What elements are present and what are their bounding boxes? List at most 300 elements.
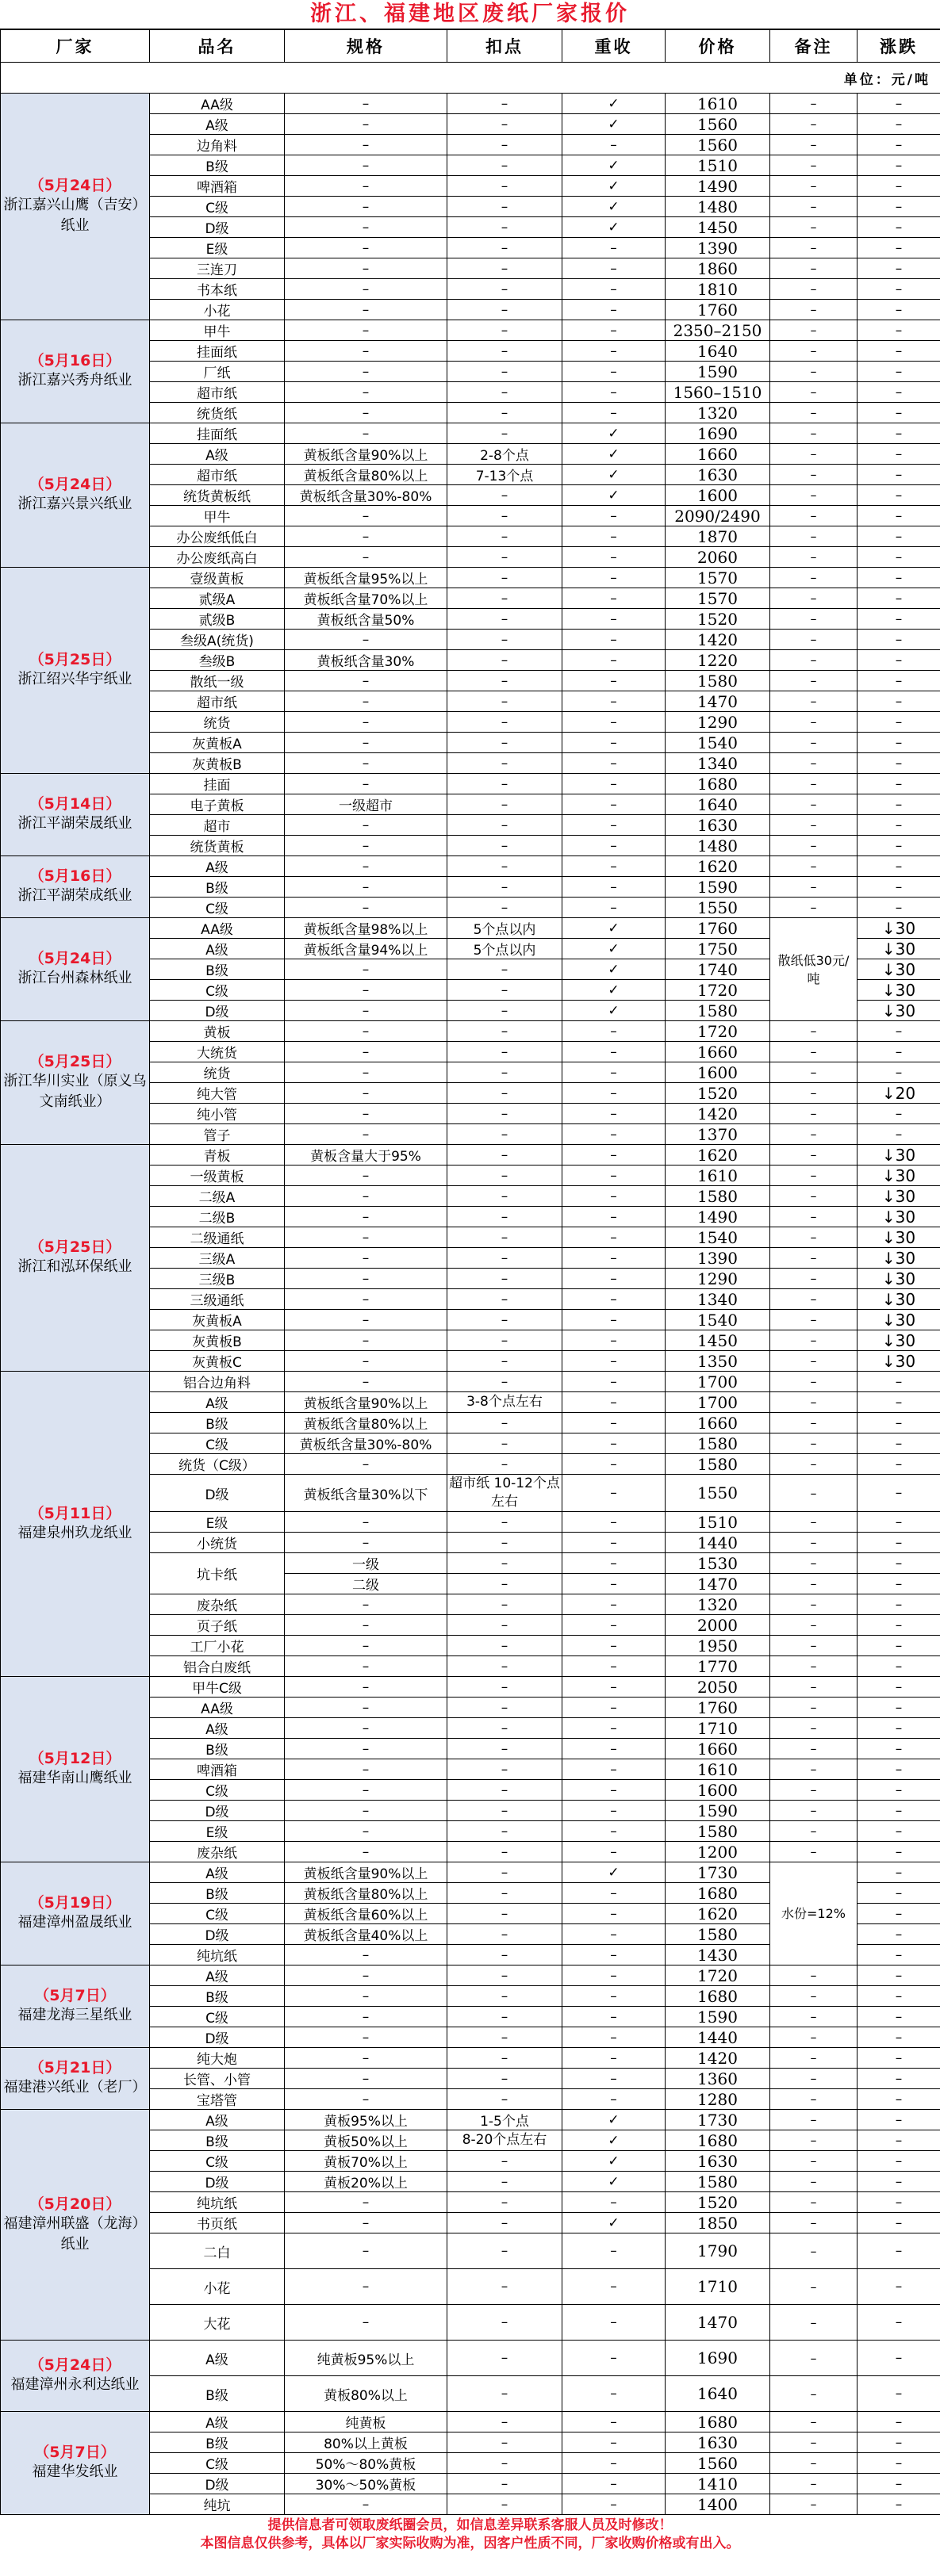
price-cell: 1510 <box>666 155 770 176</box>
note-cell: – <box>770 1780 858 1801</box>
price-cell: 1630 <box>666 2432 770 2453</box>
product-cell: C级 <box>150 1780 285 1801</box>
product-cell: 贰级B <box>150 609 285 630</box>
product-cell: 散纸一级 <box>150 671 285 691</box>
change-cell: – <box>858 671 940 691</box>
change-cell: – <box>858 197 940 217</box>
note-cell: – <box>770 1413 858 1433</box>
spec-cell: – <box>285 2494 447 2515</box>
price-cell: 1660 <box>666 1413 770 1433</box>
table-row <box>1 568 940 588</box>
deduction-cell: – <box>447 1512 562 1533</box>
spec-cell: – <box>285 258 447 279</box>
change-cell: – <box>858 1433 940 1454</box>
product-cell: A级 <box>150 444 285 465</box>
deduction-cell: – <box>447 1433 562 1454</box>
factory-cell <box>1 1145 150 1372</box>
note-cell: – <box>770 1718 858 1739</box>
price-cell: 1560 <box>666 135 770 155</box>
heavy-cell: – <box>562 630 666 650</box>
product-cell: 三级A <box>150 1248 285 1269</box>
table-row <box>1 94 940 114</box>
deduction-cell: – <box>447 1269 562 1289</box>
heavy-cell: – <box>562 320 666 341</box>
spec-cell: – <box>285 1166 447 1186</box>
note-cell: – <box>770 1289 858 1310</box>
product-cell: 统货黄板 <box>150 836 285 856</box>
change-cell: – <box>858 2213 940 2233</box>
heavy-cell: ✓ <box>562 197 666 217</box>
note-cell: – <box>770 1594 858 1615</box>
change-cell: – <box>858 1780 940 1801</box>
spec-cell: – <box>285 691 447 712</box>
factory-date: （5月25日） <box>29 1053 121 1070</box>
heavy-cell: – <box>562 1372 666 1392</box>
note-cell: – <box>770 1310 858 1330</box>
change-cell: – <box>858 898 940 918</box>
price-cell: 1710 <box>666 2269 770 2305</box>
heavy-cell: – <box>562 1145 666 1166</box>
spec-cell: – <box>285 1533 447 1553</box>
price-cell: 1320 <box>666 403 770 423</box>
note-cell: – <box>770 2341 858 2376</box>
change-cell: ↓30 <box>858 980 940 1001</box>
change-cell: ↓30 <box>858 1227 940 1248</box>
price-cell: 1570 <box>666 588 770 609</box>
note-cell: – <box>770 836 858 856</box>
price-cell: 1340 <box>666 753 770 774</box>
product-cell: A级 <box>150 2341 285 2376</box>
price-cell: 1690 <box>666 423 770 444</box>
spec-cell: 黄板纸含量70%以上 <box>285 588 447 609</box>
heavy-cell: – <box>562 1636 666 1656</box>
change-cell: ↓30 <box>858 1207 940 1227</box>
change-cell: – <box>858 2376 940 2412</box>
deduction-cell: – <box>447 1310 562 1330</box>
heavy-cell: ✓ <box>562 2213 666 2233</box>
spec-cell: – <box>285 856 447 877</box>
change-cell: – <box>858 1698 940 1718</box>
change-cell: – <box>858 1945 940 1965</box>
deduction-cell: – <box>447 1001 562 1021</box>
footer-notice <box>0 2517 940 2553</box>
deduction-cell: – <box>447 114 562 135</box>
price-cell: 1690 <box>666 2341 770 2376</box>
price-cell: 1950 <box>666 1636 770 1656</box>
heavy-cell: – <box>562 2192 666 2213</box>
price-cell: 1590 <box>666 2007 770 2027</box>
heavy-cell: – <box>562 1104 666 1124</box>
deduction-cell: – <box>447 1248 562 1269</box>
product-cell: B级 <box>150 2376 285 2412</box>
change-cell: – <box>858 1904 940 1924</box>
spec-cell: 一级超市 <box>285 794 447 815</box>
price-cell: 1810 <box>666 279 770 300</box>
col-product: 品名 <box>150 30 285 63</box>
price-cell: 1320 <box>666 1594 770 1615</box>
note-cell: – <box>770 2233 858 2269</box>
deduction-cell: – <box>447 300 562 320</box>
price-cell: 1610 <box>666 1166 770 1186</box>
note-cell: – <box>770 1372 858 1392</box>
spec-cell: – <box>285 300 447 320</box>
deduction-cell: – <box>447 2305 562 2341</box>
product-cell: B级 <box>150 1883 285 1904</box>
deduction-cell: – <box>447 320 562 341</box>
note-cell: – <box>770 465 858 485</box>
change-cell: – <box>858 2172 940 2192</box>
unit-row <box>1 63 940 94</box>
deduction-cell: – <box>447 1636 562 1656</box>
price-cell: 1220 <box>666 650 770 671</box>
price-cell: 1470 <box>666 691 770 712</box>
product-cell: 铝合边角料 <box>150 1372 285 1392</box>
product-cell: 大统货 <box>150 1042 285 1062</box>
factory-name: 浙江和泓环保纸业 <box>17 1258 132 1275</box>
change-cell: – <box>858 1553 940 1574</box>
spec-cell: – <box>285 815 447 836</box>
price-cell: 1370 <box>666 1124 770 1145</box>
price-cell: 1400 <box>666 2494 770 2515</box>
factory-name: 浙江嘉兴秀舟纸业 <box>17 372 132 389</box>
deduction-cell: – <box>447 258 562 279</box>
spec-cell: – <box>285 1062 447 1083</box>
product-cell: 二级通纸 <box>150 1227 285 1248</box>
change-cell: – <box>858 320 940 341</box>
note-cell: – <box>770 2110 858 2130</box>
factory-name: 福建漳州永利达纸业 <box>10 2376 140 2393</box>
spec-cell: 黄板纸含量90%以上 <box>285 1392 447 1413</box>
price-cell: 1200 <box>666 1842 770 1862</box>
spec-cell: – <box>285 1042 447 1062</box>
change-cell: – <box>858 1533 940 1553</box>
product-cell: 统货纸 <box>150 403 285 423</box>
heavy-cell: – <box>562 2341 666 2376</box>
note-cell: – <box>770 671 858 691</box>
change-cell: – <box>858 1512 940 1533</box>
deduction-cell: – <box>447 1842 562 1862</box>
spec-cell: – <box>285 1780 447 1801</box>
product-cell: 挂面纸 <box>150 341 285 362</box>
heavy-cell: – <box>562 1821 666 1842</box>
change-cell: ↓30 <box>858 1145 940 1166</box>
price-cell: 1700 <box>666 1392 770 1413</box>
product-cell: 挂面 <box>150 774 285 794</box>
note-cell: – <box>770 1248 858 1269</box>
note-cell: – <box>770 1759 858 1780</box>
factory-date: （5月11日） <box>29 1504 121 1522</box>
heavy-cell: ✓ <box>562 94 666 114</box>
heavy-cell: – <box>562 753 666 774</box>
price-cell: 1640 <box>666 2376 770 2412</box>
product-cell: D级 <box>150 217 285 238</box>
change-cell: – <box>858 1594 940 1615</box>
change-cell: – <box>858 2069 940 2089</box>
note-cell: – <box>770 691 858 712</box>
product-cell: 办公废纸高白 <box>150 547 285 568</box>
note-cell: – <box>770 2474 858 2494</box>
spec-cell: 黄板纸含量50% <box>285 609 447 630</box>
deduction-cell: – <box>447 2048 562 2069</box>
note-cell: – <box>770 815 858 836</box>
deduction-cell: – <box>447 1042 562 1062</box>
heavy-cell: – <box>562 1801 666 1821</box>
product-cell: 铝合白废纸 <box>150 1656 285 1677</box>
table-row <box>1 423 940 444</box>
product-cell: 灰黄板B <box>150 1330 285 1351</box>
change-cell: – <box>858 836 940 856</box>
deduction-cell: – <box>447 2376 562 2412</box>
note-cell: – <box>770 1021 858 1042</box>
price-cell: 1540 <box>666 1310 770 1330</box>
change-cell: – <box>858 2474 940 2494</box>
product-cell: 三级通纸 <box>150 1289 285 1310</box>
product-cell: A级 <box>150 939 285 959</box>
deduction-cell: – <box>447 898 562 918</box>
deduction-cell: – <box>447 1965 562 1986</box>
deduction-cell: – <box>447 836 562 856</box>
deduction-cell: – <box>447 691 562 712</box>
product-cell: AA级 <box>150 918 285 939</box>
spec-cell: – <box>285 1677 447 1698</box>
note-cell: – <box>770 1512 858 1533</box>
heavy-cell: – <box>562 691 666 712</box>
price-cell: 1640 <box>666 794 770 815</box>
price-cell: 1430 <box>666 1945 770 1965</box>
product-cell: 统货黄板纸 <box>150 485 285 506</box>
product-cell: 书页纸 <box>150 2213 285 2233</box>
change-cell: – <box>858 506 940 526</box>
spec-cell: – <box>285 403 447 423</box>
change-cell: – <box>858 733 940 753</box>
change-cell: – <box>858 444 940 465</box>
product-cell: 灰黄板C <box>150 1351 285 1372</box>
spec-cell: – <box>285 1986 447 2007</box>
heavy-cell: – <box>562 2007 666 2027</box>
note-cell: – <box>770 2494 858 2515</box>
deduction-cell: – <box>447 1677 562 1698</box>
factory-name: 浙江嘉兴山鹰（吉安）纸业 <box>3 197 147 234</box>
note-cell: – <box>770 155 858 176</box>
spec-cell: – <box>285 155 447 176</box>
deduction-cell: – <box>447 1615 562 1636</box>
note-cell: – <box>770 2007 858 2027</box>
factory-cell <box>1 2110 150 2341</box>
deduction-cell: – <box>447 1656 562 1677</box>
product-cell: B级 <box>150 1739 285 1759</box>
change-cell: – <box>858 258 940 279</box>
factory-date: （5月7日） <box>34 2444 116 2461</box>
deduction-cell: – <box>447 279 562 300</box>
change-cell: – <box>858 135 940 155</box>
product-cell: 纯坑 <box>150 2494 285 2515</box>
product-cell: 甲牛C级 <box>150 1677 285 1698</box>
heavy-cell: – <box>562 794 666 815</box>
heavy-cell: ✓ <box>562 2130 666 2151</box>
change-cell: – <box>858 155 940 176</box>
note-cell: – <box>770 114 858 135</box>
heavy-cell: ✓ <box>562 485 666 506</box>
product-cell: A级 <box>150 1392 285 1413</box>
change-cell: – <box>858 403 940 423</box>
product-cell: AA级 <box>150 1698 285 1718</box>
product-cell: D级 <box>150 1475 285 1512</box>
heavy-cell: ✓ <box>562 939 666 959</box>
spec-cell: 黄板纸含量40%以上 <box>285 1924 447 1945</box>
table-row <box>1 320 940 341</box>
price-cell: 1420 <box>666 630 770 650</box>
product-cell: A级 <box>150 1718 285 1739</box>
spec-cell: – <box>285 1330 447 1351</box>
change-cell: – <box>858 2007 940 2027</box>
deduction-cell: – <box>447 774 562 794</box>
factory-date: （5月19日） <box>29 1894 121 1912</box>
price-cell: 1870 <box>666 526 770 547</box>
deduction-cell: – <box>447 1351 562 1372</box>
change-cell: – <box>858 1986 940 2007</box>
spec-cell: – <box>285 176 447 197</box>
spec-cell: – <box>285 197 447 217</box>
change-cell: – <box>858 485 940 506</box>
deduction-cell: – <box>447 135 562 155</box>
note-cell: – <box>770 1392 858 1413</box>
change-cell: – <box>858 2341 940 2376</box>
note-cell: – <box>770 1698 858 1718</box>
price-cell: 2350–2150 <box>666 320 770 341</box>
deduction-cell: – <box>447 1594 562 1615</box>
note-cell: – <box>770 1207 858 1227</box>
spec-cell: – <box>285 1636 447 1656</box>
price-cell: 1570 <box>666 568 770 588</box>
price-cell: 1750 <box>666 939 770 959</box>
table-header <box>1 30 940 63</box>
product-cell: 管子 <box>150 1124 285 1145</box>
product-cell: 边角料 <box>150 135 285 155</box>
heavy-cell: – <box>562 238 666 258</box>
spec-cell: – <box>285 980 447 1001</box>
heavy-cell: – <box>562 1677 666 1698</box>
heavy-cell: – <box>562 1718 666 1739</box>
price-cell: 1440 <box>666 2027 770 2048</box>
spec-cell: 黄板80%以上 <box>285 2376 447 2412</box>
note-cell: – <box>770 609 858 630</box>
note-cell: – <box>770 2151 858 2172</box>
spec-cell: – <box>285 362 447 382</box>
note-cell: – <box>770 423 858 444</box>
spec-cell: – <box>285 1945 447 1965</box>
change-cell: – <box>858 1801 940 1821</box>
spec-cell: – <box>285 1227 447 1248</box>
change-cell: ↓30 <box>858 1001 940 1021</box>
heavy-cell: – <box>562 588 666 609</box>
note-cell: – <box>770 1965 858 1986</box>
deduction-cell: – <box>447 1553 562 1574</box>
product-cell: 一级黄板 <box>150 1166 285 1186</box>
spec-cell: – <box>285 2089 447 2110</box>
heavy-cell: – <box>562 1454 666 1475</box>
footer-line-2: 本图信息仅供参考，具体以厂家实际收购为准，因客户性质不同，厂家收购价格或有出入。 <box>200 2536 740 2551</box>
price-cell: 1770 <box>666 1656 770 1677</box>
factory-name: 浙江台州森林纸业 <box>17 970 132 986</box>
price-cell: 1340 <box>666 1289 770 1310</box>
change-cell: – <box>858 753 940 774</box>
table-row <box>1 1372 940 1392</box>
product-cell: 坑卡纸 <box>150 1553 285 1594</box>
spec-cell: – <box>285 279 447 300</box>
note-cell: – <box>770 1656 858 1677</box>
spec-cell: – <box>285 320 447 341</box>
deduction-cell: – <box>447 506 562 526</box>
spec-cell: – <box>285 1739 447 1759</box>
price-cell: 1760 <box>666 918 770 939</box>
note-cell: – <box>770 2432 858 2453</box>
deduction-cell: – <box>447 2027 562 2048</box>
product-cell: 超市纸 <box>150 382 285 403</box>
deduction-cell: – <box>447 1145 562 1166</box>
deduction-cell: – <box>447 2089 562 2110</box>
factory-date: （5月7日） <box>34 1987 116 2004</box>
price-cell: 1730 <box>666 2110 770 2130</box>
note-cell: – <box>770 382 858 403</box>
spec-cell: – <box>285 671 447 691</box>
change-cell: ↓30 <box>858 918 940 939</box>
note-cell: – <box>770 1636 858 1656</box>
spec-cell: – <box>285 2069 447 2089</box>
note-cell: – <box>770 1166 858 1186</box>
heavy-cell: – <box>562 898 666 918</box>
change-cell: – <box>858 279 940 300</box>
heavy-cell: – <box>562 526 666 547</box>
spec-cell: – <box>285 733 447 753</box>
spec-cell: 纯黄板95%以上 <box>285 2341 447 2376</box>
spec-cell: – <box>285 547 447 568</box>
deduction-cell: – <box>447 877 562 898</box>
heavy-cell: – <box>562 712 666 733</box>
heavy-cell: – <box>562 671 666 691</box>
deduction-cell: – <box>447 1207 562 1227</box>
note-cell: – <box>770 1083 858 1104</box>
change-cell: ↓30 <box>858 1166 940 1186</box>
heavy-cell: – <box>562 568 666 588</box>
change-cell: – <box>858 1574 940 1594</box>
note-cell: – <box>770 2172 858 2192</box>
deduction-cell: – <box>447 547 562 568</box>
factory-name: 福建华南山鹰纸业 <box>17 1770 132 1786</box>
price-cell: 1850 <box>666 2213 770 2233</box>
note-cell: – <box>770 1227 858 1248</box>
note-cell: – <box>770 279 858 300</box>
deduction-cell: – <box>447 650 562 671</box>
deduction-cell: – <box>447 1104 562 1124</box>
product-cell: 电子黄板 <box>150 794 285 815</box>
note-cell: – <box>770 2412 858 2432</box>
change-cell: ↓30 <box>858 1186 940 1207</box>
heavy-cell: – <box>562 1475 666 1512</box>
change-cell: ↓30 <box>858 959 940 980</box>
deduction-cell: – <box>447 630 562 650</box>
note-cell: – <box>770 794 858 815</box>
price-cell: 1360 <box>666 2069 770 2089</box>
change-cell: – <box>858 2494 940 2515</box>
note-cell: – <box>770 1186 858 1207</box>
product-cell: 纯大管 <box>150 1083 285 1104</box>
deduction-cell: – <box>447 155 562 176</box>
product-cell: C级 <box>150 898 285 918</box>
price-cell: 1680 <box>666 1986 770 2007</box>
deduction-cell: – <box>447 1186 562 1207</box>
price-cell: 1550 <box>666 898 770 918</box>
deduction-cell: – <box>447 1718 562 1739</box>
